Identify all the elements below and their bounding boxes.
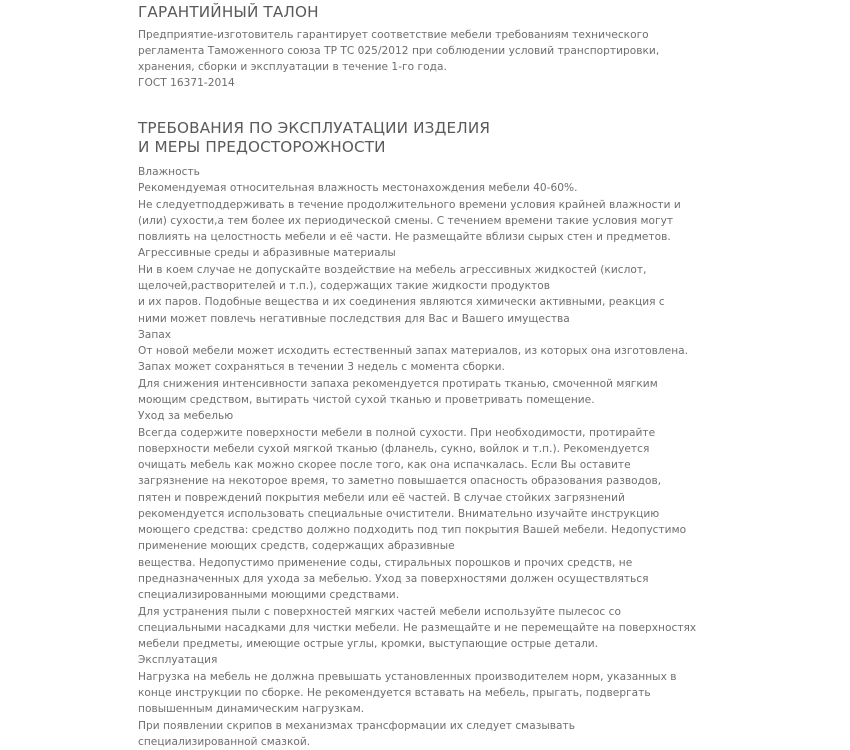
paragraph-line: моющего средства: средство должно подходить под тип покрытия Вашей мебели. Недопустимо (138, 524, 687, 537)
section-subheading: Влажность (138, 166, 200, 178)
paragraph-line: Рекомендуемая относительная влажность местонахождения мебели 40-60%. (138, 182, 578, 195)
section-subheading: Уход за мебелью (138, 410, 234, 423)
paragraph-line: Всегда содержите поверхности мебели в полной сухости. При необходимости, протирайте (138, 426, 656, 439)
paragraph-line: Для снижения интенсивности запаха рекомендуется протирать тканью, смоченной мягким (138, 377, 658, 390)
paragraph-line: ними может повлечь негативные последствия для Вас и Вашего имущества (138, 312, 570, 325)
section-subheading: Эксплуатация (138, 654, 218, 667)
requirements-title-line-1: ТРЕБОВАНИЯ ПО ЭКСПЛУАТАЦИИ ИЗДЕЛИЯ (138, 119, 491, 137)
paragraph-line: предназначенных для ухода за мебелью. Уход за поверхностями должен осуществляться (138, 573, 649, 585)
paragraph-line: вещества. Недопустимо применение соды, стиральных порошков и прочих средств, не (138, 556, 633, 569)
paragraph-line: пятен и повреждений покрытия мебели или её частей. В случае стойких загрязнений (138, 491, 625, 504)
paragraph-line: очищать мебель как можно скорее после того, как она испачкалась. Если Вы оставите (138, 459, 631, 471)
paragraph-line: загрязнение на некоторое время, то заметно повышается опасность образования разводов, (138, 475, 662, 488)
paragraph-line: Нагрузка на мебель не должна превышать установленных производителем норм, указанных в (138, 670, 677, 683)
paragraph-line: специальными насадками для чистки мебели. Не размещайте и не перемещайте на поверхностях (138, 621, 697, 634)
paragraph-line: (или) сухости,а тем более их периодической смены. С течением времени такие условия могут (138, 214, 674, 227)
paragraph-line: Не следуетподдерживать в течение продолжительного времени условия крайней влажности и (138, 198, 681, 211)
paragraph-line: специализированными моющими средствами. (138, 589, 400, 602)
paragraph-line: применение моющих средств, содержащих абразивные (138, 540, 455, 553)
paragraph-line: специализированной смазкой. (138, 735, 311, 748)
warranty-line: Предприятие-изготовитель гарантирует соответствие мебели требованиям технического (138, 29, 649, 41)
paragraph-line: Для устранения пыли с поверхностей мягких частей мебели используйте пылесос со (138, 605, 621, 618)
paragraph-line: конце инструкции по сборке. Не рекомендуется вставать на мебель, прыгать, подвергать (138, 687, 651, 699)
warranty-line: хранения, сборки и эксплуатации в течение 1-го года. (138, 61, 447, 73)
warranty-line: ГОСТ 16371-2014 (138, 77, 235, 89)
section-subheading: Агрессивные среды и абразивные материалы (138, 247, 396, 260)
requirements-title-line-2: И МЕРЫ ПРЕДОСТОРОЖНОСТИ (138, 138, 386, 156)
paragraph-line: и их паров. Подобные вещества и их соединения являются химически активными, реакция с (138, 296, 665, 309)
paragraph-line: повлиять на целостность мебели и её части. Не размещайте вблизи сырых стен и предметов. (138, 231, 671, 244)
paragraph-line: мебели предметы, имеющие острые углы, кромки, выступающие острые детали. (138, 638, 599, 651)
paragraph-line: От новой мебели может исходить естественный запах материалов, из которых она изготовлена. (138, 345, 689, 358)
paragraph-line: Запах может сохраняться в течении 3 недель с момента сборки. (138, 361, 505, 374)
paragraph-line: щелочей,растворителей и т.п.), содержащих такие жидкости продуктов (138, 280, 550, 292)
warranty-line: регламента Таможенного союза ТР ТС 025/2012 при соблюдении условий транспортировки, (138, 45, 660, 57)
paragraph-line: повышенным динамическим нагрузкам. (138, 703, 365, 716)
section-subheading: Запах (138, 328, 172, 341)
paragraph-line: При появлении скрипов в механизмах трансформации их следует смазывать (138, 719, 575, 732)
paragraph-line: поверхности мебели сухой мягкой тканью (фланель, сукно, войлок и т.п.). Рекомендуется (138, 442, 650, 455)
warranty-title: ГАРАНТИЙНЫЙ ТАЛОН (138, 3, 319, 21)
paragraph-line: моющим средством, вытирать чистой сухой тканью и проветривать помещение. (138, 393, 595, 406)
paragraph-line: Ни в коем случае не допускайте воздействие на мебель агрессивных жидкостей (кислот, (138, 263, 647, 276)
paragraph-line: рекомендуется использовать специальные очистители. Внимательно изучайте инструкцию (138, 507, 660, 520)
